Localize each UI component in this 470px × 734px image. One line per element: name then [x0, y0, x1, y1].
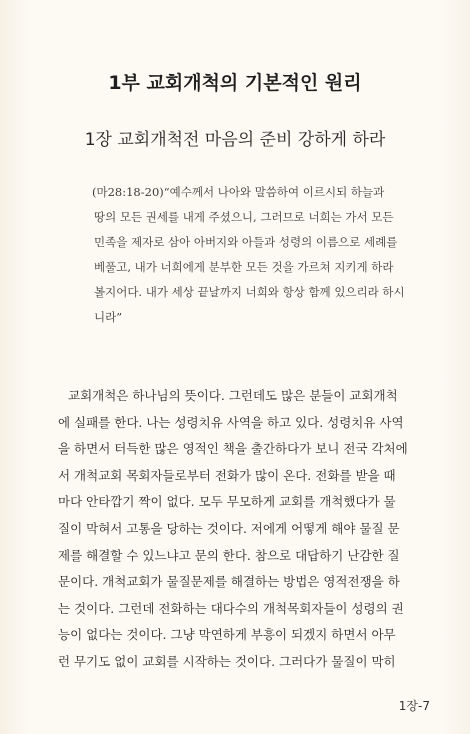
body-line: 질이 막혀서 고통을 당하는 것이다. 저에게 어떻게 해야 물질 문	[58, 520, 400, 536]
chapter-title: 1장 교회개척전 마음의 준비 강하게 하라	[84, 130, 386, 150]
body-line: 런 무기도 없이 교회를 시작하는 것이다. 그러다가 물질이 막히	[58, 653, 396, 669]
body-line: 서 개척교회 목회자들로부터 전화가 많이 온다. 전화를 받을 때	[58, 467, 396, 483]
body-line: 문이다. 개척교회가 물질문제를 해결하는 방법은 영적전쟁을 하	[58, 574, 400, 590]
scripture-line: 니라”	[94, 310, 123, 324]
part-title: 1부 교회개척의 기본적인 원리	[108, 72, 362, 94]
body-line: 을 하면서 터득한 많은 영적인 책을 출간하다가 보니 전국 각처에	[58, 441, 408, 457]
body-line: 능이 없다는 것이다. 그냥 막연하게 부흥이 되겠지 하면서 아무	[58, 627, 396, 643]
body-line: 에 실패를 한다. 나는 성령치유 사역을 하고 있다. 성령치유 사역	[58, 414, 404, 430]
body-paragraph	[58, 383, 428, 676]
scripture-line: 땅의 모든 권세를 내게 주셨으니, 그러므로 너희는 가서 모든	[94, 210, 394, 224]
scripture-line: 베풀고, 내가 너희에게 분부한 모든 것을 가르쳐 지키게 하라	[94, 260, 394, 274]
body-line: 는 것이다. 그런데 전화하는 대다수의 개척목회자들이 성령의 권	[58, 600, 404, 616]
page-number: 1장-7	[398, 699, 430, 713]
body-line: 제를 해결할 수 있느냐고 문의 한다. 참으로 대답하기 난감한 질	[58, 547, 400, 563]
scripture-line: 볼지어다. 내가 세상 끝날까지 너희와 항상 함께 있으리라 하시	[94, 285, 405, 299]
scripture-line: (마28:18-20)“예수께서 나아와 말씀하여 이르시되 하늘과	[92, 185, 385, 199]
scripture-quote	[94, 180, 414, 330]
scripture-line: 민족을 제자로 삼아 아버지와 아들과 성령의 이름으로 세례를	[94, 235, 398, 249]
body-line: 교회개척은 하나님의 뜻이다. 그런데도 많은 분들이 교회개척	[68, 388, 398, 403]
body-line: 마다 안타깝기 짝이 없다. 모두 무모하게 교회를 개척했다가 물	[58, 494, 396, 510]
